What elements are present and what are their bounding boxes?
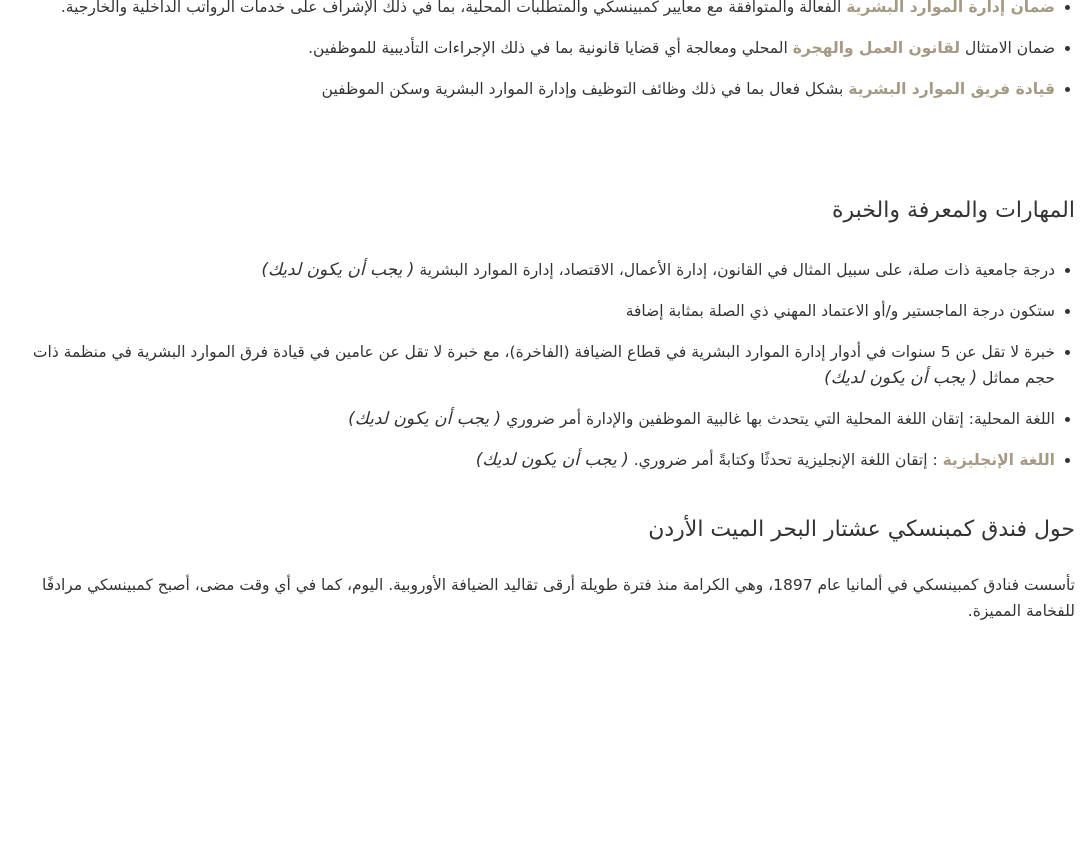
item-text: بشكل فعال بما في ذلك وظائف التوظيف وإدارة الموارد البشرية وسكن الموظفين [321, 80, 849, 98]
about-paragraph: تأسست فنادق كمبينسكي في ألمانيا عام 1897، وهي الكرامة منذ فترة طويلة أرقى تقاليد الضيافة الأوروبية. اليوم، كما في أي وقت مضى، أصبح كمبينسكي مرادفًا للفخامة المميزة. [41, 576, 1075, 620]
must-have-label: ( يجب أن يكون لديك) [348, 409, 502, 429]
must-have-label: ( يجب أن يكون لديك) [261, 260, 415, 280]
item-text: درجة جامعية ذات صلة، على سبيل المثال في القانون، إدارة الأعمال، الاقتصاد، إدارة الموارد البشرية [414, 261, 1055, 279]
item-text: اللغة المحلية: إتقان اللغة المحلية التي يتحدث بها غالبية الموظفين والإدارة أمر ضروري [501, 410, 1055, 428]
item-text: ضمان الامتثال [960, 39, 1055, 57]
highlight-text: اللغة الإنجليزية [942, 451, 1055, 469]
highlight-text: ضمان إدارة الموارد البشرية [846, 0, 1055, 16]
must-have-label: ( يجب أن يكون لديك) [824, 368, 978, 388]
highlight-text: لقانون العمل والهجرة [792, 39, 961, 57]
list-item [12, 76, 1075, 102]
must-have-label: ( يجب أن يكون لديك) [475, 450, 629, 470]
skills-heading: المهارات والمعرفة والخبرة [832, 198, 1075, 223]
item-text: المحلي ومعالجة أي قضايا قانونية بما في ذلك الإجراءات التأديبية للموظفين. [308, 39, 793, 57]
item-text: ستكون درجة الماجستير و/أو الاعتماد المهني ذي الصلة بمثابة إضافة [625, 302, 1055, 320]
responsibilities-list [12, 0, 1075, 102]
list-item [12, 0, 1075, 20]
list-item [12, 298, 1075, 324]
highlight-text: قيادة فريق الموارد البشرية [848, 80, 1055, 98]
list-item [12, 257, 1075, 283]
about-heading: حول فندق كمبنسكي عشتار البحر الميت الأردن [648, 517, 1075, 542]
skills-list [12, 257, 1075, 473]
list-item [12, 35, 1075, 61]
list-item [12, 339, 1075, 391]
list-item [12, 447, 1075, 473]
job-description-page [12, 0, 1075, 624]
item-text: : إتقان اللغة الإنجليزية تحدثًا وكتابةً أمر ضروري. [628, 451, 943, 469]
item-text: الفعالة والمتوافقة مع معايير كمبينسكي والمتطلبات المحلية، بما في ذلك الإشراف على خدمات الرواتب الداخلية والخارجية. [60, 0, 847, 16]
item-text: خبرة لا تقل عن 5 سنوات في أدوار إدارة الموارد البشرية في قطاع الضيافة (الفاخرة)، مع خبرة لا تقل عن عامين في قيادة فرق الموارد البشرية في منظمة ذات حجم مماثل [32, 343, 1055, 387]
list-item [12, 406, 1075, 432]
